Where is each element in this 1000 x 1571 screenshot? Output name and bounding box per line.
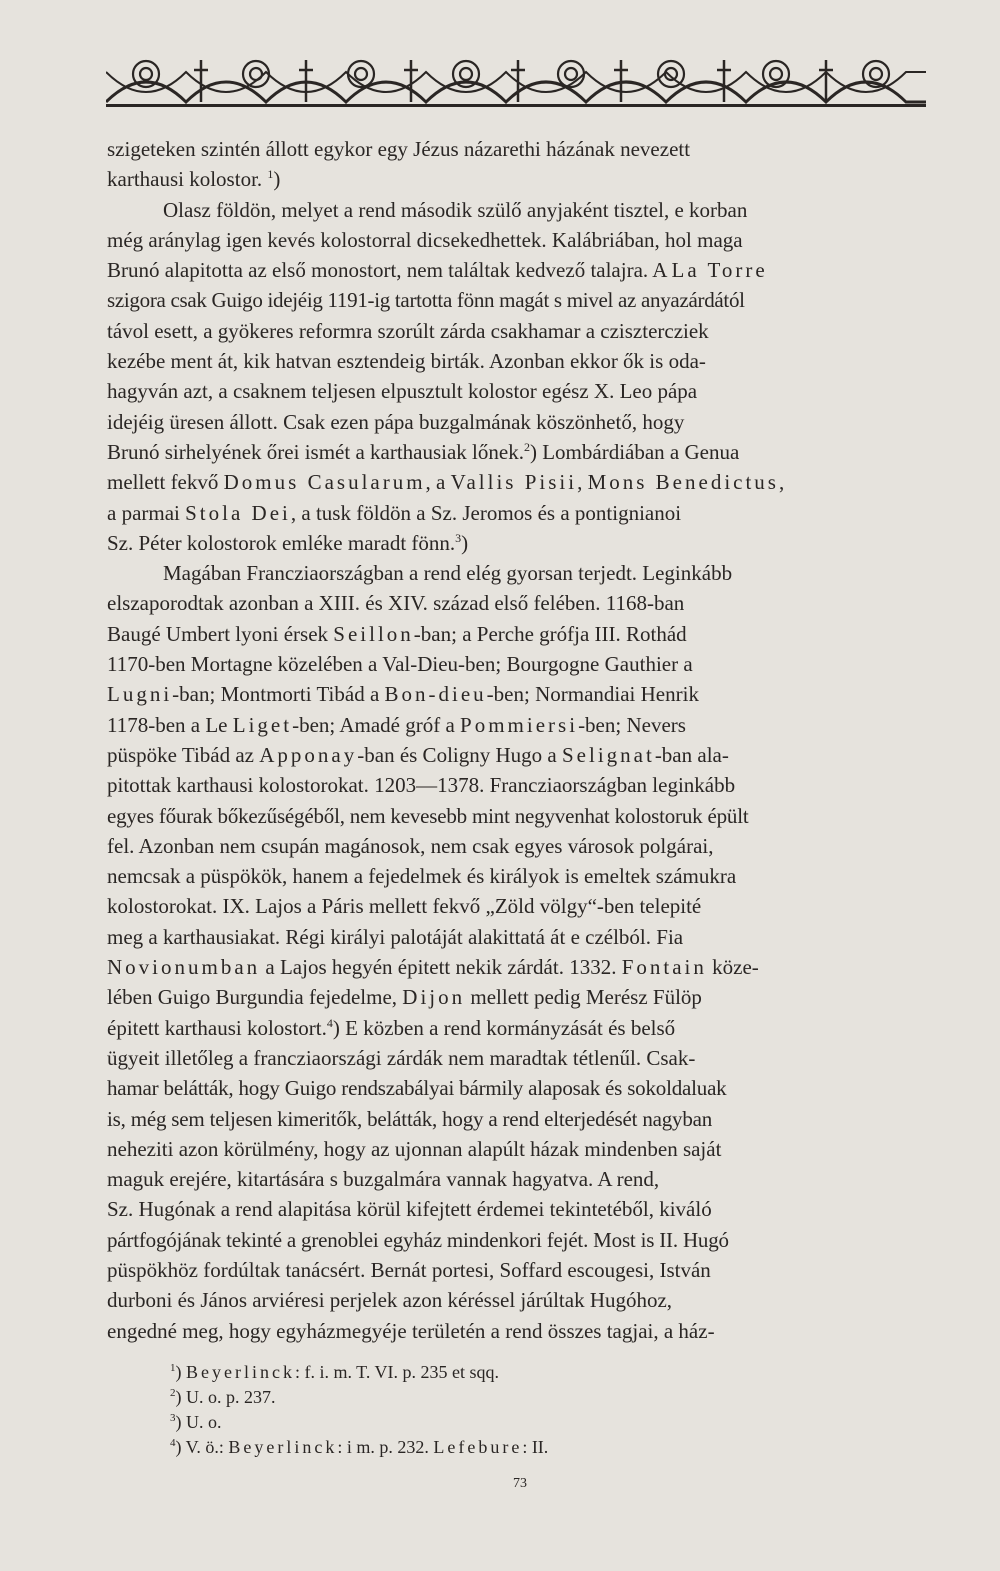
text-line: lében Guigo Burgundia fejedelme, Dijon mellett pedig Merész Fülöp xyxy=(107,985,702,1010)
text-line: maguk erejére, kitartására s buzgalmára vannak hagyatva. A rend, xyxy=(107,1167,660,1192)
spaced-name: Liget xyxy=(232,712,293,737)
text-line: szigora csak Guigo idejéig 1191-ig tartotta fönn magát s mivel az anyazárdától xyxy=(107,288,745,313)
spaced-name: Apponay xyxy=(259,742,358,767)
text-line: pártfogójának tekinté a grenoblei egyház mindenkori fejét. Most is II. Hugó xyxy=(107,1227,729,1252)
text-line: Lugni-ban; Montmorti Tibád a Bon-dieu-ben; Normandiai Henrik xyxy=(107,682,699,707)
spaced-name: Fontain xyxy=(621,955,707,980)
text-line: is, még sem teljesen kimeritők, belátták, hogy a rend elterjedését nagyban xyxy=(107,1106,713,1131)
footnote: $^1$) Beyerlinck: f. i. m. T. VI. p. 235 et sqq. xyxy=(170,1362,499,1382)
footnote-ref: 4 xyxy=(326,1015,333,1030)
spaced-name: Bon-dieu xyxy=(384,682,487,707)
text-line: meg a karthausiakat. Régi királyi palotáját alakittatá át e czélból. Fia xyxy=(107,924,684,949)
text-line: kezébe ment át, kik hatvan esztendeig birták. Azonban ekkor ők is oda- xyxy=(107,349,706,374)
text-line: mellett fekvő Domus Casularum, a Vallis Pisii, Mons Benedictus, xyxy=(107,470,785,495)
page-number: 73 xyxy=(513,1476,527,1491)
footnote-ref: 1 xyxy=(267,167,274,182)
spaced-name: Mons Benedictus xyxy=(587,470,779,495)
text-line: még aránylag igen kevés kolostorral dicsekedhettek. Kalábriában, hol maga xyxy=(107,227,743,252)
spaced-name: Novionumban xyxy=(107,955,261,980)
text-line: egyes főurak bőkezűségéből, nem kevesebb mint negyvenhat kolostoruk épült xyxy=(107,803,749,828)
text-line: szigeteken szintén állott egykor egy Jézus názarethi házának nevezett xyxy=(107,137,691,161)
text-line: Novionumban a Lajos hegyén épitett nekik zárdát. 1332. Fontain köze- xyxy=(107,955,759,980)
text-line: püspöke Tibád az Apponay-ban és Coligny Hugo a Selignat-ban ala- xyxy=(107,742,729,767)
spaced-name: Domus Casularum xyxy=(223,470,426,495)
text-line: 1170-ben Mortagne közelében a Val-Dieu-ben; Bourgogne Gauthier a xyxy=(107,652,693,677)
text-line: elszaporodtak azonban a XIII. és XIV. század első felében. 1168-ban xyxy=(107,591,685,616)
text-line: durboni és János arviéresi perjelek azon kéréssel járúltak Hugóhoz, xyxy=(107,1288,673,1313)
spaced-name: Selignat xyxy=(561,742,655,767)
text-line: hagyván azt, a csaknem teljesen elpusztult kolostor egész X. Leo pápa xyxy=(107,379,698,404)
text-line: engedné meg, hogy egyházmegyéje területén a rend összes tagjai, a ház- xyxy=(107,1318,715,1343)
text-line: 1178-ben a Le Liget-ben; Amadé gróf a Pommiersi-ben; Nevers xyxy=(107,712,686,737)
footnote: $^2$) U. o. p. 237. xyxy=(170,1387,276,1407)
footnote-ref: 3 xyxy=(455,530,462,545)
text-line: pitottak karthausi kolostorokat. 1203—1378. Francziaországban leginkább xyxy=(107,773,736,798)
text-line: kolostorokat. IX. Lajos a Páris mellett fekvő „Zöld völgy“-ben telepité xyxy=(107,894,702,919)
decorative-header-ornament-icon xyxy=(106,52,926,110)
footnote: $^3$) U. o. xyxy=(170,1412,222,1432)
spaced-name: Vallis Pisii xyxy=(450,470,578,495)
text-line: ügyeit illetőleg a francziaországi zárdák nem maradtak tétlenűl. Csak- xyxy=(107,1045,696,1070)
footnote-ref: 2 xyxy=(523,439,530,454)
text-line: távol esett, a gyökeres reformra szorúlt zárda csakhamar a czisztercziek xyxy=(107,318,709,343)
main-text xyxy=(107,134,927,1346)
text-line: idejéig üresen állott. Csak ezen pápa buzgalmának köszönhető, hogy xyxy=(107,409,685,434)
spaced-name: Stola Dei xyxy=(185,500,291,525)
spaced-name: Pommiersi xyxy=(460,712,579,737)
text-line: karthausi kolostor. $^1$) xyxy=(107,167,281,192)
text-line: épitett karthausi kolostort.$^4$) E közben a rend kormányzását és belső xyxy=(107,1015,676,1040)
text-line: Baugé Umbert lyoni érsek Seillon-ban; a Perche grófja III. Rothád xyxy=(107,621,687,646)
text-line: Sz. Péter kolostorok emléke maradt fönn.$^3$) xyxy=(107,530,469,555)
text-line: püspökhöz fordúltak tanácsért. Bernát portesi, Soffard escougesi, István xyxy=(107,1257,711,1282)
text-line: a parmai Stola Dei, a tusk földön a Sz. Jeromos és a pontignianoi xyxy=(107,500,682,525)
text-line: Olasz földön, melyet a rend második szülő anyjaként tisztel, e korban xyxy=(163,197,748,222)
spaced-name: Lugni xyxy=(107,682,173,707)
footnotes xyxy=(170,1360,870,1460)
text-line: nemcsak a püspökök, hanem a fejedelmek és királyok is emeltek számukra xyxy=(107,864,737,889)
text-line: neheziti azon körülmény, hogy az ujonnan alapúlt házak mindenben saját xyxy=(107,1136,722,1161)
spaced-name: La Torre xyxy=(671,258,768,283)
text-line: Brunó alapitotta az első monostort, nem találtak kedvező talajra. A La Torre xyxy=(107,258,768,283)
text-line: hamar belátták, hogy Guigo rendszabályai bármily alaposak és sokoldaluak xyxy=(107,1076,727,1101)
text-line: fel. Azonban nem csupán magánosok, nem csak egyes városok polgárai, xyxy=(107,833,714,858)
text-line: Magában Francziaországban a rend elég gyorsan terjedt. Leginkább xyxy=(163,561,733,586)
spaced-name: Seillon xyxy=(333,621,414,646)
text-line: Brunó sirhelyének őrei ismét a karthausiak lőnek.$^2$) Lombárdiában a Genua xyxy=(107,439,740,464)
spaced-name: Dijon xyxy=(402,985,466,1010)
footnote: $^4$) V. ö.: Beyerlinck: i m. p. 232. Lefebure: II. xyxy=(170,1437,549,1457)
text-line: Sz. Hugónak a rend alapitása körül kifejtett érdemei tekintetéből, kiváló xyxy=(107,1197,712,1222)
